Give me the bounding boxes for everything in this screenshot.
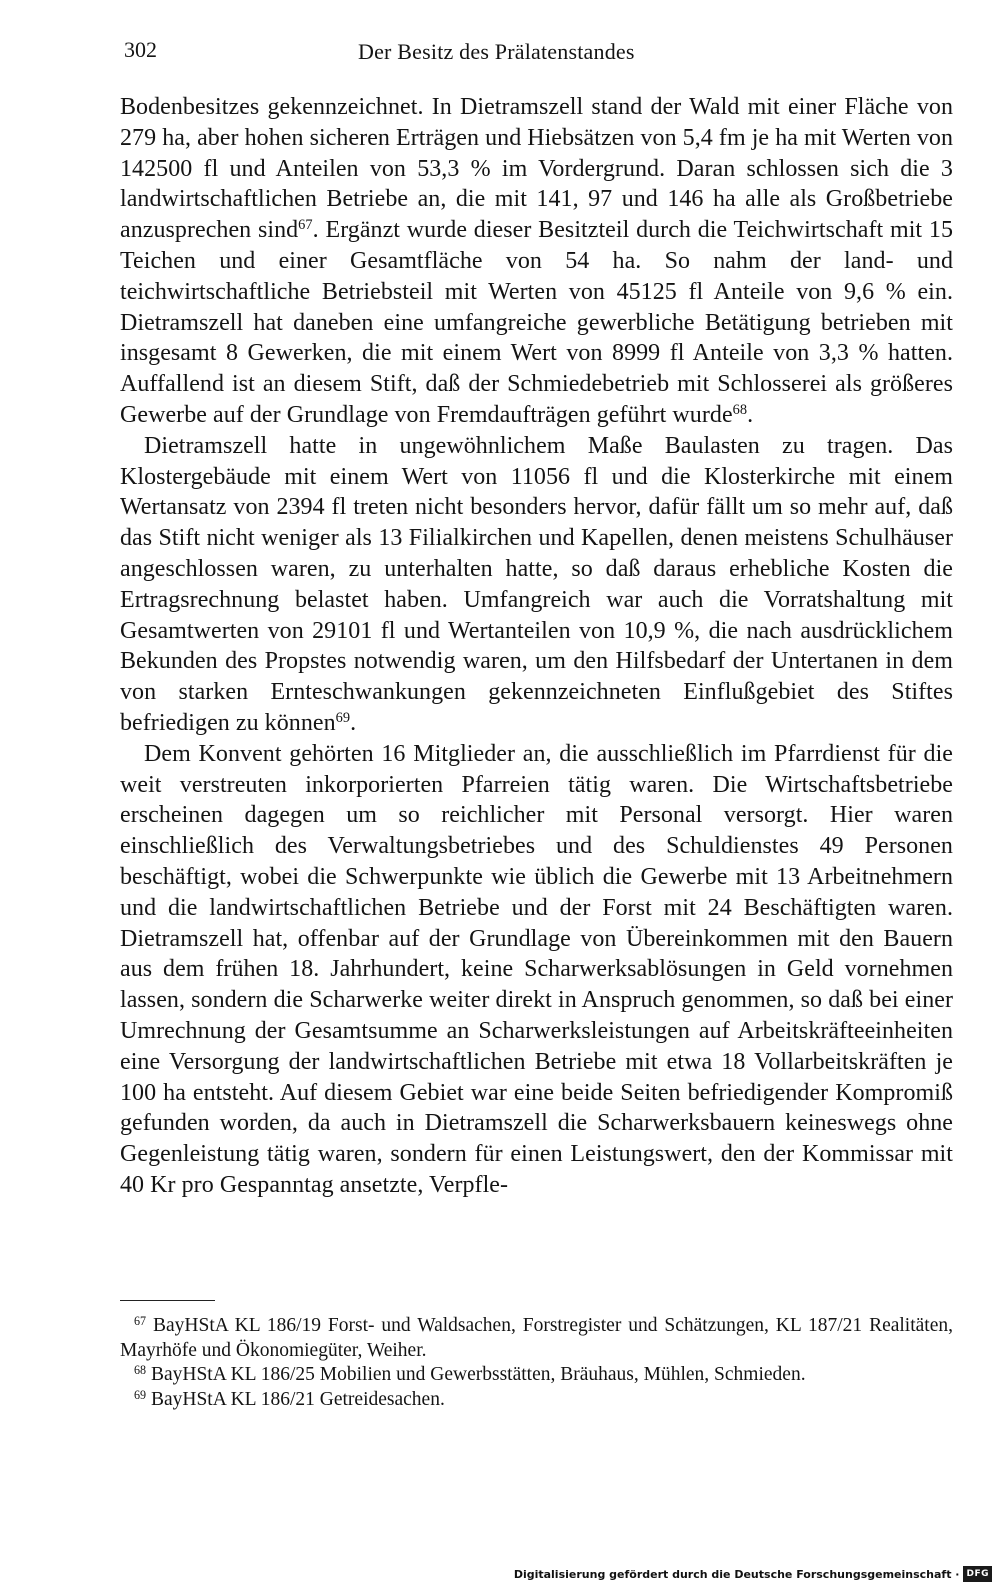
credit-text: Digitalisierung gefördert durch die Deutsche Forschungsgemeinschaft ·	[513, 1567, 960, 1581]
footnote-69	[120, 1388, 953, 1413]
page-header	[120, 36, 955, 68]
running-head: Der Besitz des Prälatenstandes	[358, 39, 635, 64]
paragraph-1	[120, 92, 953, 431]
footnote-ref-67: 67	[298, 217, 313, 234]
paragraph-2	[120, 431, 953, 739]
footnote-ref-68: 68	[732, 402, 748, 419]
footnote-ref-69: 69	[335, 710, 351, 727]
dfg-logo-icon: DFG	[963, 1566, 992, 1582]
footnote-number: 69	[134, 1387, 147, 1402]
paragraph-3: Dem Konvent gehörten 16 Mitglieder an, die ausschließlich im Pfarrdienst für die weit verstreuten inkorporierten Pfarreien tätig waren. Die Wirtschaftsbetriebe erscheinen dagegen um so reichlicher mit Personal versorgt. Hier waren einschließlich des Verwaltungsbetriebes und des Schuldienstes 49 Personen beschäftigt, wobei die Schwerpunkte wie üblich die Gewerbe mit 13 Arbeitnehmern und die landwirtschaftlichen Betriebe und der Forst mit 24 Beschäftigten waren. Dietramszell hat, offenbar auf der Grundlage von Übereinkommen mit den Bauern aus dem frühen 18. Jahrhundert, keine Scharwerksablösungen in Geld vornehmen lassen, sondern die Scharwerke weiter direkt in Anspruch genommen, so daß bei einer Umrechnung der Gesamtsumme an Scharwerksleistungen auf Arbeitskräfteeinheiten eine Versorgung der landwirtschaftlichen Betriebe mit etwa 18 Vollarbeitskräften je 100 ha entsteht. Auf diesem Gebiet war eine beide Seiten befriedigender Kompromiß gefunden worden, da auch in Dietramszell die Scharwerksbauern keineswegs ohne Gegenleistung tätig waren, sondern für einen Leistungswert, den der Kommissar mit 40 Kr pro Gespanntag ansetzte, Verpfle-	[120, 740, 953, 1198]
paragraph-2-text-c: .	[350, 709, 357, 736]
paragraph-1-text-a: Bodenbesitzes gekennzeichnet. In Dietramszell stand der Wald mit einer Fläche von 279 ha, aber hohen sicheren Erträgen und Hiebsätzen von 5,4 fm je ha mit Werten von 142500 fl und Anteilen von 53,3 % im Vordergrund. Daran schlossen sich die 3 landwirtschaftlichen Betriebe an, die mit 141, 97 und 146 ha alle als Großbetriebe anzusprechen sind	[120, 94, 953, 244]
page-number: 302	[124, 37, 157, 62]
footnote-number: 68	[134, 1363, 147, 1378]
footnote-text: BayHStA KL 186/25 Mobilien und Gewerbsstätten, Bräuhaus, Mühlen, Schmieden.	[146, 1364, 806, 1386]
body-text	[120, 92, 953, 1201]
footnote-67	[120, 1314, 953, 1363]
footnote-68	[120, 1363, 953, 1388]
footnote-divider	[120, 1300, 215, 1301]
paragraph-1-text-c: .	[747, 401, 754, 428]
paragraph-2-text-a: Dietramszell hatte in ungewöhnlichem Maße Baulasten zu tragen. Das Klostergebäude mit einem Wert von 11056 fl und die Klosterkirche mit einem Wertansatz von 2394 fl treten nicht besonders hervor, dafür fällt um so mehr auf, daß das Stift nicht weniger als 13 Filialkirchen und Kapellen, denen meistens Schulhäuser angeschlossen waren, zu unterhalten hatte, so daß daraus erhebliche Kosten die Ertragsrechnung belastet haben. Umfangreich war auch die Vorratshaltung mit Gesamtwerten von 29101 fl und Wertanteilen von 10,9 %, die nach ausdrücklichem Bekunden des Propstes notwendig waren, um den Hilfsbedarf der Untertanen in dem von starken Ernteschwankungen gekennzeichneten Einflußgebiet des Stiftes befriedigen zu können	[120, 432, 953, 736]
footnote-text: BayHStA KL 186/21 Getreidesachen.	[146, 1388, 445, 1410]
footnote-number: 67	[134, 1313, 147, 1328]
digitization-credit	[514, 1563, 992, 1585]
footnotes	[120, 1314, 953, 1412]
footnote-text: BayHStA KL 186/19 Forst- und Waldsachen, Forstregister und Schätzungen, KL 187/21 Realitäten, Mayrhöfe und Ökonomiegüter, Weiher.	[120, 1315, 953, 1361]
paragraph-1-text-b: . Ergänzt wurde dieser Besitzteil durch die Teichwirtschaft mit 15 Teichen und einer Gesamtfläche von 54 ha. So nahm der land- und teichwirtschaftliche Betriebsteil mit Werten von 45125 fl Anteile von 9,6 % ein. Dietramszell hat daneben eine umfangreiche gewerbliche Betätigung betrieben mit insgesamt 8 Gewerken, die mit einem Wert von 8999 fl Anteile von 3,3 % hatten. Auffallend ist an diesem Stift, daß der Schmiedebetrieb mit Schlosserei als größeres Gewerbe auf der Grundlage von Fremdaufträgen geführt wurde	[120, 217, 953, 428]
